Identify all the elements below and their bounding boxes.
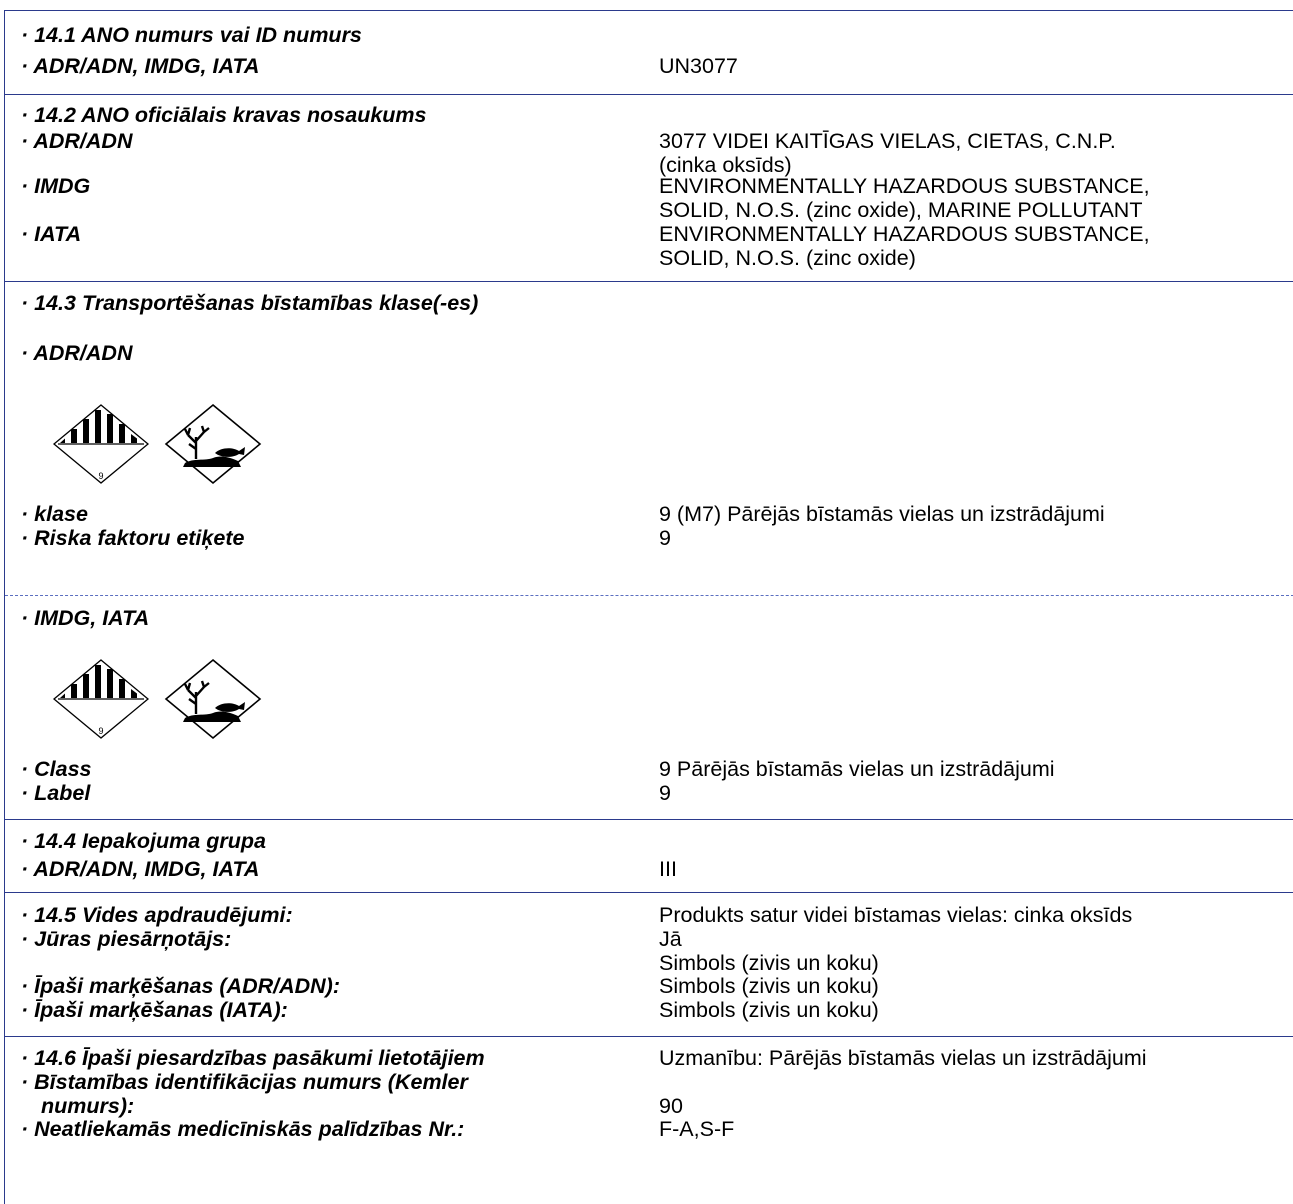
- s141-label: · ADR/ADN, IMDG, IATA: [21, 54, 260, 78]
- s145-iata-row: [5, 998, 1293, 1022]
- s142-imdg-value-2: SOLID, N.O.S. (zinc oxide), MARINE POLLUTANT: [659, 198, 1143, 222]
- s142-adr-row: [5, 129, 1293, 153]
- s141-title: · 14.1 ANO numurs vai ID numurs: [21, 23, 362, 47]
- divider: [5, 281, 1293, 282]
- s141-value: UN3077: [659, 54, 738, 78]
- s142-imdg-row: [5, 174, 1293, 198]
- class-9-hazard-icon: [54, 660, 148, 738]
- s142-iata-row: [5, 222, 1293, 246]
- s142-adr-value-1: 3077 VIDEI KAITĪGAS VIELAS, CIETAS, C.N.P.: [659, 129, 1116, 153]
- s143-adr-hazard-value: 9: [659, 526, 671, 550]
- s142-iata-value-1: ENVIRONMENTALLY HAZARDOUS SUBSTANCE,: [659, 222, 1150, 246]
- s146-kemler-label-2: numurs):: [41, 1094, 135, 1118]
- s141-title-row: [5, 23, 1293, 47]
- s146-title-row: [5, 1046, 1293, 1070]
- s142-imdg-value-1: ENVIRONMENTALLY HAZARDOUS SUBSTANCE,: [659, 174, 1150, 198]
- s144-title: · 14.4 Iepakojuma grupa: [21, 829, 266, 853]
- s143-title: · 14.3 Transportēšanas bīstamības klase(-es): [21, 291, 479, 315]
- dashed-divider: [5, 595, 1293, 596]
- environmental-hazard-icon: [166, 660, 260, 738]
- environmental-hazard-icon: [166, 405, 260, 483]
- s145-marine-value-1: Jā: [659, 927, 682, 951]
- s143-imdg-class-row: [5, 757, 1293, 781]
- s145-adr-row: [5, 974, 1293, 998]
- s144-label: · ADR/ADN, IMDG, IATA: [21, 857, 260, 881]
- class-9-hazard-icon: [54, 405, 148, 483]
- s145-adr-value: Simbols (zivis un koku): [659, 974, 879, 998]
- s143-imdg-label: · IMDG, IATA: [21, 606, 150, 630]
- section-14-frame: [4, 10, 1293, 1204]
- class-9-number: 9: [98, 726, 104, 736]
- s141-row: [5, 54, 1293, 78]
- s145-marine-label: · Jūras piesārņotājs:: [21, 927, 232, 951]
- s143-adr-class-row: [5, 502, 1293, 526]
- s143-adr-class-label: · klase: [21, 502, 88, 526]
- s143-title-row: [5, 291, 1293, 315]
- s143-imdg-class-label: · Class: [21, 757, 92, 781]
- s142-adr-value-2: (cinka oksīds): [659, 153, 792, 177]
- divider: [5, 1036, 1293, 1037]
- s143-imdg-class-value: 9 Pārējās bīstamās vielas un izstrādājumi: [659, 757, 1055, 781]
- s146-title-value: Uzmanību: Pārējās bīstamās vielas un izstrādājumi: [659, 1046, 1147, 1070]
- s144-title-row: [5, 829, 1293, 853]
- s142-imdg-label: · IMDG: [21, 174, 91, 198]
- s143-imdg-label-label: · Label: [21, 781, 91, 805]
- s142-iata-row-2: [5, 246, 1293, 270]
- s145-marine-value-2: Simbols (zivis un koku): [659, 951, 879, 975]
- s145-marine-row: [5, 927, 1293, 951]
- s142-imdg-row-2: [5, 198, 1293, 222]
- s146-title: · 14.6 Īpaši piesardzības pasākumi lietotājiem: [21, 1046, 485, 1070]
- s145-marine-row-2: [5, 951, 1293, 975]
- s146-ems-row: [5, 1117, 1293, 1141]
- s145-iata-label: · Īpaši marķēšanas (IATA):: [21, 998, 288, 1022]
- s143-adr-label: · ADR/ADN: [21, 341, 133, 365]
- s146-kemler-row: [5, 1070, 1293, 1094]
- s143-adr-hazard-label: · Riska faktoru etiķete: [21, 526, 245, 550]
- class-9-number: 9: [98, 471, 104, 481]
- s142-adr-label: · ADR/ADN: [21, 129, 133, 153]
- divider: [5, 94, 1293, 95]
- s143-imdg-label-value-row: [5, 781, 1293, 805]
- s142-title: · 14.2 ANO oficiālais kravas nosaukums: [21, 103, 427, 127]
- s146-ems-label: · Neatliekamās medicīniskās palīdzības Nr.:: [21, 1117, 465, 1141]
- s143-imdg-label-row: [5, 606, 1293, 630]
- s145-title: · 14.5 Vides apdraudējumi:: [21, 903, 293, 927]
- s146-ems-value: F-A,S-F: [659, 1117, 735, 1141]
- s143-adr-hazard-row: [5, 526, 1293, 550]
- s145-title-value: Produkts satur videi bīstamas vielas: cinka oksīds: [659, 903, 1133, 927]
- s146-kemler-value: 90: [659, 1094, 683, 1118]
- s146-kemler-row-2: [5, 1094, 1293, 1118]
- s143-adr-label-row: [5, 341, 1293, 365]
- s145-iata-value: Simbols (zivis un koku): [659, 998, 879, 1022]
- adr-pictograms: [51, 403, 281, 485]
- s142-title-row: [5, 103, 1293, 127]
- s142-iata-value-2: SOLID, N.O.S. (zinc oxide): [659, 246, 916, 270]
- s142-iata-label: · IATA: [21, 222, 82, 246]
- s144-row: [5, 857, 1293, 881]
- s145-title-row: [5, 903, 1293, 927]
- imdg-pictograms: [51, 658, 281, 740]
- s143-imdg-label-value: 9: [659, 781, 671, 805]
- divider: [5, 819, 1293, 820]
- s145-adr-label: · Īpaši marķēšanas (ADR/ADN):: [21, 974, 341, 998]
- s143-adr-class-value: 9 (M7) Pārējās bīstamās vielas un izstrādājumi: [659, 502, 1105, 526]
- divider: [5, 892, 1293, 893]
- s144-value: III: [659, 857, 677, 881]
- s146-kemler-label-1: · Bīstamības identifikācijas numurs (Kemler: [21, 1070, 468, 1094]
